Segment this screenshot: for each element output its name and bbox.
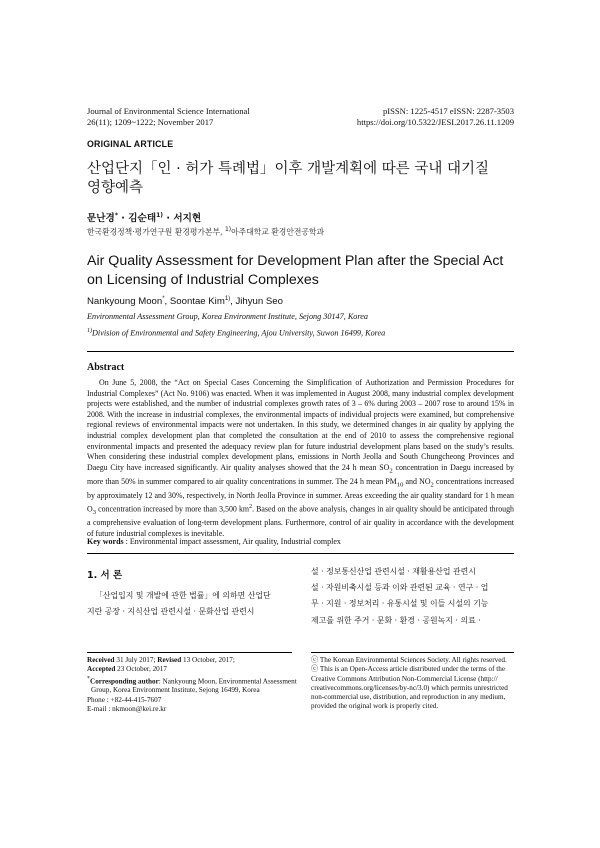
journal-volume-pages: 26(11); 1209~1222; November 2017 xyxy=(87,117,214,127)
korean-title-line2: 영향예측 xyxy=(87,180,144,196)
divider-bottom xyxy=(87,553,514,554)
korean-affiliation-part2: 아주대학교 환경안전공학과 xyxy=(231,227,324,237)
abstract-text-5: concentration increased by more than 3,500 km xyxy=(96,504,250,514)
korean-author-2-sup: 1) xyxy=(156,211,164,219)
license-line: ⓒ This is an Open-Access article distributed under the terms of the xyxy=(311,665,506,674)
revised-label: Revised xyxy=(157,656,182,664)
footnote-dates xyxy=(87,656,297,665)
divider-top xyxy=(87,351,514,352)
body-line: 설 · 정보통신산업 관련시설 · 재활용산업 관련시 xyxy=(311,567,476,576)
korean-affiliation-part1: 한국환경정책·평가연구원 환경평가본부, xyxy=(87,227,225,237)
received-label: Received xyxy=(87,656,115,664)
abstract-text-2: concentration in Daegu increased by more than 50% in summer compared to air quality concentrations in summer. The 24 h mean PM xyxy=(87,462,515,486)
abstract-sub: 2 xyxy=(430,481,434,489)
footnote-accepted xyxy=(87,665,297,674)
revised-date: 13 October, 2017; xyxy=(181,656,235,664)
korean-author-sep: · xyxy=(163,213,174,224)
body-line: 무 · 지원 · 정보처리 · 유통시설 및 이들 시설의 기능 xyxy=(311,599,489,609)
abstract-text-4: concentrations increased by approximately 12 and 30%, respectively, in North Jeolla Province in summer. Areas exceeding the air quality standard for 1 h mean O xyxy=(87,476,514,514)
issn: pISSN: 1225-4517 eISSN: 2287-3503 xyxy=(382,106,514,116)
abstract-sub: 3 xyxy=(92,508,96,516)
footnote-left xyxy=(87,656,297,714)
abstract-sub: 10 xyxy=(396,481,404,489)
accepted-label: Accepted xyxy=(87,665,116,674)
english-affiliation xyxy=(87,310,517,341)
korean-affiliation xyxy=(87,226,324,238)
corr-phone: Phone : +82-44-415-7607 xyxy=(87,695,162,704)
journal-name: Journal of Environmental Science International xyxy=(87,106,250,116)
korean-author-2: 김순태 xyxy=(128,213,157,224)
english-affiliation-line2 xyxy=(87,324,517,341)
copyright-line: ⓒ The Korean Environmental Sciences Society. All rights reserved. xyxy=(311,656,507,664)
english-author-2: , Soontae Kim xyxy=(164,296,225,308)
english-title xyxy=(87,252,527,290)
korean-author-sep: · xyxy=(117,213,129,224)
korean-author-1-sup: * xyxy=(114,211,118,219)
corr-address: Group, Korea Environment Institute, Sejong 16499, Korea xyxy=(91,686,260,695)
abstract-text-1: On June 5, 2008, the “Act on Special Cases Concerning the Simplification of Authorization and Permission Procedures for Industrial Complexes” (Act No. 9106) was enacted. When it was implemented in August 2008, many industrial complex development projects were established, and the number of industrial complexes growth rates of 3 – 6% during 2003 – 2007 rose to around 15% in 2008. With the increase in industrial complexes, the environmental impacts of individual projects were examined, but comprehensive regional reviews of environmental impacts were not undertaken. In this study, we determined changes in air quality by applying the industrial complex development plan that completed the consultation at the end of 2010 to assess the comprehensive regional environmental impacts and presented the adequacy review plan for future industrial development plans based on the study’s results. When considering these industrial complex development plans, emissions in North Jeolla and South Chungcheong Provinces and Daegu City have increased significantly. Air quality analyses showed that the 24 h mean SO xyxy=(87,378,514,472)
corr-email[interactable]: E-mail : nkmoon@kei.re.kr xyxy=(87,704,167,713)
english-author-1: Nankyoung Moon xyxy=(87,296,163,308)
accepted-date: 23 October, 2017 xyxy=(115,665,167,674)
received-date: 31 July 2017; xyxy=(114,656,158,664)
korean-authors xyxy=(87,210,201,224)
body-line: 「산업입지 및 개발에 관한 법률」에 의하면 산업단 xyxy=(95,591,271,600)
korean-title-line1: 산업단지「인 · 허가 특례법」이후 개발계획에 따른 국내 대기질 xyxy=(87,161,490,177)
section-heading: 1. 서 론 xyxy=(87,570,123,581)
korean-affiliation-sup: 1) xyxy=(224,226,232,233)
section-left-column xyxy=(87,588,291,620)
footnote-right xyxy=(311,656,517,712)
corr-text: : Nankyoung Moon, Environmental Assessment xyxy=(158,676,297,685)
license-line: provided the original work is properly cited. xyxy=(311,702,439,711)
english-author-2-sup: 1) xyxy=(224,296,231,302)
doi-link[interactable]: https://doi.org/10.5322/JESI.2017.26.11.1209 xyxy=(356,117,514,127)
korean-title xyxy=(87,160,517,198)
korean-author-3: 서지현 xyxy=(173,213,202,224)
english-author-3: , Jihyun Seo xyxy=(230,296,283,308)
abstract-text-6: . Based on the above analysis, changes in air quality should be anticipated through a comprehensive evaluation of long-term development plans. Furthermore, control of air quality in accordance with the development of future industrial complexes is inevitable. xyxy=(87,504,514,539)
journal-header xyxy=(87,106,337,128)
section-right-column xyxy=(311,564,515,629)
footnote-rule-right xyxy=(311,652,514,653)
footnote-rule-left xyxy=(87,652,292,653)
keywords xyxy=(87,537,341,546)
english-affiliation-line1: Environmental Assessment Group, Korea Environment Institute, Sejong 30147, Korea xyxy=(87,312,368,321)
english-author-1-sup: * xyxy=(162,296,165,302)
license-line: Creative Commons Attribution Non-Commercial License (http:// xyxy=(311,674,498,683)
license-line[interactable]: creativecommons.org/licenses/by-nc/3.0) which permits unrestricted xyxy=(311,683,508,692)
corr-label: Corresponding author xyxy=(90,676,159,685)
abstract-sub: 2 xyxy=(389,467,393,475)
body-line: 제고를 위한 주거 · 문화 · 환경 · 공원녹지 · 의료 · xyxy=(311,615,481,625)
keywords-text: : Environmental impact assessment, Air quality, Industrial complex xyxy=(123,537,341,546)
korean-author-1: 문난경 xyxy=(87,213,115,224)
article-type: ORIGINAL ARTICLE xyxy=(87,139,174,149)
journal-ids xyxy=(314,106,514,128)
footnote-corresponding xyxy=(87,675,297,687)
abstract-sup: 2 xyxy=(249,503,253,510)
english-title-line2: on Licensing of Industrial Complexes xyxy=(87,272,319,288)
english-affiliation-sup: 1) xyxy=(87,328,92,334)
license-line: non-commercial use, distribution, and reproduction in any medium, xyxy=(311,693,506,702)
abstract-text-3: and NO xyxy=(403,476,431,486)
abstract-text xyxy=(87,378,514,540)
english-affiliation-text: Division of Environmental and Safety Engineering, Ajou University, Suwon 16499, Korea xyxy=(92,328,386,338)
english-title-line1: Air Quality Assessment for Development Plan after the Special Act xyxy=(87,253,504,269)
abstract-heading: Abstract xyxy=(87,362,125,373)
body-line: 지란 공장 · 지식산업 관련시설 · 문화산업 관련시 xyxy=(87,607,255,617)
corr-sup: * xyxy=(87,675,90,682)
keywords-label: Key words xyxy=(87,537,124,546)
body-line: 설 · 자원비축시설 등과 이와 관련된 교육 · 연구 · 업 xyxy=(311,583,489,593)
english-authors xyxy=(87,296,283,307)
